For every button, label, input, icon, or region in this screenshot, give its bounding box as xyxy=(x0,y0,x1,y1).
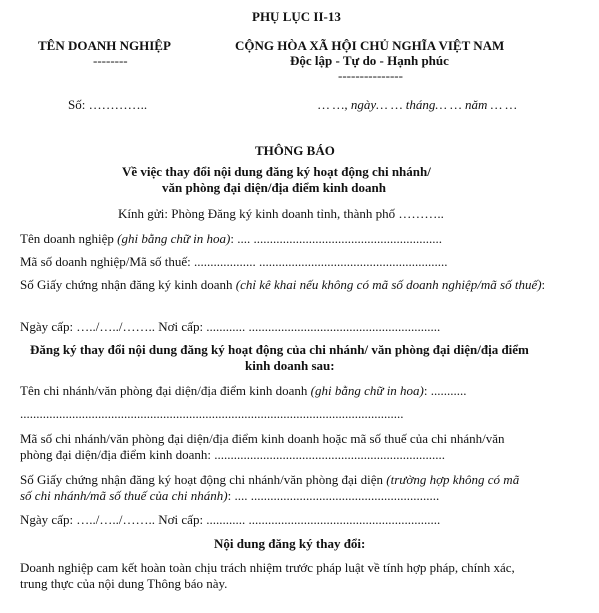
branch-name-tail: : ........... xyxy=(423,383,467,398)
company-cert-hint: (chỉ kê khai nếu không có mã số doanh nghiệp/mã số thuế) xyxy=(235,277,542,292)
branch-cert-label: Số Giấy chứng nhận đăng ký hoạt động chi nhánh/văn phòng đại diện xyxy=(20,472,387,487)
branch-name-dots: ...................................................................................................................... xyxy=(20,406,404,421)
notice-title: THÔNG BÁO xyxy=(255,143,335,158)
branch-cert-line-1 xyxy=(20,471,519,488)
branch-cert-tail: : .... .......................................................... xyxy=(227,488,440,503)
notice-subtitle-2: văn phòng đại diện/địa điểm kinh doanh xyxy=(162,180,386,195)
branch-cert-hint-2: số chi nhánh/mã số thuế của chi nhánh) xyxy=(20,488,228,503)
company-name-label-text: Tên doanh nghiệp xyxy=(20,231,118,246)
branch-cert-line-2 xyxy=(20,487,439,504)
change-heading: Nội dung đăng ký thay đổi: xyxy=(214,536,366,551)
branch-heading-1: Đăng ký thay đổi nội dung đăng ký hoạt động của chi nhánh/ văn phòng đại diện/địa điểm xyxy=(30,342,529,357)
nation-title: CỘNG HÒA XÃ HỘI CHỦ NGHĨA VIỆT NAM xyxy=(235,38,505,53)
motto-rule: --------------- xyxy=(338,68,403,83)
appendix-title: PHỤ LỤC II-13 xyxy=(252,9,341,24)
notice-subtitle-1: Về việc thay đổi nội dung đăng ký hoạt động chi nhánh/ xyxy=(122,164,431,179)
company-cert-tail: : xyxy=(541,277,546,292)
date-line: … …, ngày… … tháng… … năm … … xyxy=(318,97,517,112)
tax-code-row: Mã số doanh nghiệp/Mã số thuế: ................... .......................................................... xyxy=(20,254,448,269)
branch-issue-row: Ngày cấp: …../…../…….. Nơi cấp: ............ ........................................................... xyxy=(20,512,441,527)
branch-heading-2: kinh doanh sau: xyxy=(245,358,335,373)
branch-code-line-2: phòng đại diện/địa điểm kinh doanh: ....................................................................... xyxy=(20,447,445,462)
company-issue-row: Ngày cấp: …../…../…….. Nơi cấp: ............ ........................................................... xyxy=(20,319,441,334)
branch-cert-hint-1: (trường hợp không có mã xyxy=(386,472,520,487)
branch-name-row xyxy=(20,382,467,399)
commitment-line-1: Doanh nghiệp cam kết hoàn toàn chịu trách nhiệm trước pháp luật về tính hợp pháp, chính xác, xyxy=(20,560,515,575)
company-name-dots: : .... .......................................................... xyxy=(230,231,442,246)
document-number: Số: ………….. xyxy=(68,97,148,112)
commitment-line-2: trung thực của nội dung Thông báo này. xyxy=(20,576,228,591)
motto: Độc lập - Tự do - Hạnh phúc xyxy=(290,53,449,68)
branch-code-line-1: Mã số chi nhánh/văn phòng đại diện/địa điểm kinh doanh hoặc mã số thuế của chi nhánh/văn xyxy=(20,431,505,446)
company-rule: -------- xyxy=(93,53,128,68)
company-name-label: TÊN DOANH NGHIỆP xyxy=(38,38,171,53)
company-name-row xyxy=(20,230,442,247)
addressee: Kính gửi: Phòng Đăng ký kinh doanh tỉnh, thành phố ……….. xyxy=(118,206,444,221)
branch-name-label: Tên chi nhánh/văn phòng đại diện/địa điểm kinh doanh xyxy=(20,383,311,398)
company-name-hint: (ghi bằng chữ in hoa) xyxy=(117,231,231,246)
company-cert-label: Số Giấy chứng nhận đăng ký kinh doanh xyxy=(20,277,236,292)
company-cert-row xyxy=(20,276,585,293)
branch-name-hint: (ghi bằng chữ in hoa) xyxy=(310,383,424,398)
